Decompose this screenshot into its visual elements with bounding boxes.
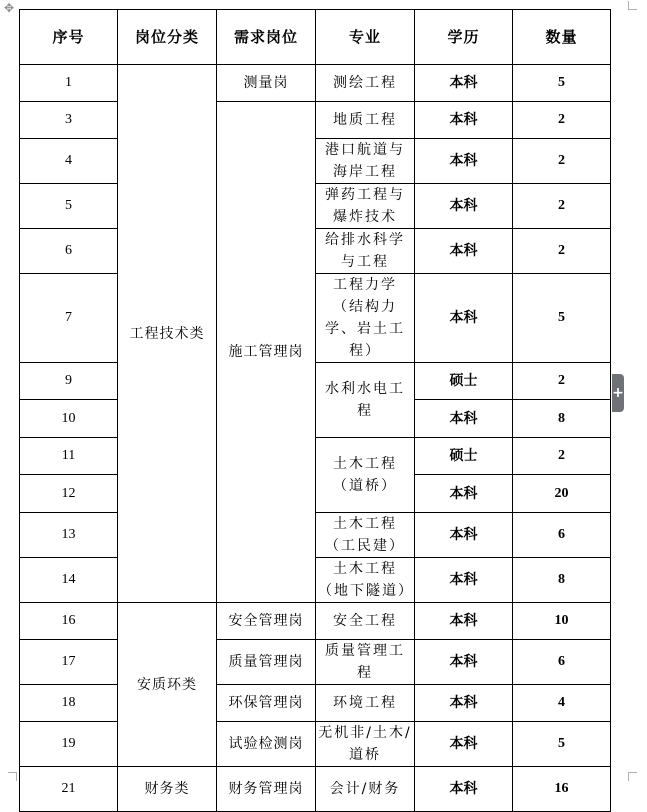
education-cell: 本科	[415, 640, 513, 685]
plus-icon: +	[612, 385, 624, 401]
count-cell: 2	[513, 363, 611, 400]
count-cell: 4	[513, 685, 611, 722]
position-cell: 施工管理岗	[217, 102, 316, 603]
row-no: 9	[20, 363, 118, 400]
table-row	[20, 65, 611, 102]
table-row	[20, 274, 611, 363]
major-cell: 质量管理工程	[316, 640, 415, 685]
row-no: 13	[20, 513, 118, 558]
major-cell: 港口航道与海岸工程	[316, 139, 415, 184]
count-cell: 6	[513, 640, 611, 685]
row-no: 1	[20, 65, 118, 102]
education-cell: 硕士	[415, 438, 513, 475]
page-corner-mark	[8, 772, 17, 781]
table-row	[20, 603, 611, 640]
education-cell: 本科	[415, 513, 513, 558]
major-cell: 无机非/土木/道桥	[316, 722, 415, 767]
major-cell: 环境工程	[316, 685, 415, 722]
row-no: 4	[20, 139, 118, 184]
category-cell: 工程技术类	[118, 65, 217, 603]
position-cell: 环保管理岗	[217, 685, 316, 722]
count-cell: 2	[513, 102, 611, 139]
education-cell: 硕士	[415, 363, 513, 400]
header-education: 学历	[415, 10, 513, 65]
major-cell: 工程力学（结构力学、岩土工程）	[316, 274, 415, 363]
count-cell: 5	[513, 65, 611, 102]
row-no: 3	[20, 102, 118, 139]
count-cell: 5	[513, 274, 611, 363]
row-no: 12	[20, 475, 118, 513]
row-no: 10	[20, 400, 118, 438]
table-row	[20, 139, 611, 184]
count-cell: 2	[513, 438, 611, 475]
count-cell: 2	[513, 229, 611, 274]
education-cell: 本科	[415, 139, 513, 184]
education-cell: 本科	[415, 184, 513, 229]
count-cell: 10	[513, 603, 611, 640]
major-cell: 土木工程（道桥）	[316, 438, 415, 513]
major-cell: 地质工程	[316, 102, 415, 139]
education-cell: 本科	[415, 767, 513, 812]
major-cell: 土木工程（地下隧道）	[316, 558, 415, 603]
position-cell: 安全管理岗	[217, 603, 316, 640]
position-cell: 财务管理岗	[217, 767, 316, 812]
major-cell: 会计/财务	[316, 767, 415, 812]
major-cell: 测绘工程	[316, 65, 415, 102]
education-cell: 本科	[415, 722, 513, 767]
count-cell: 20	[513, 475, 611, 513]
position-cell: 试验检测岗	[217, 722, 316, 767]
row-no: 7	[20, 274, 118, 363]
header-no: 序号	[20, 10, 118, 65]
header-category: 岗位分类	[118, 10, 217, 65]
education-cell: 本科	[415, 65, 513, 102]
table-row	[20, 102, 611, 139]
table-row	[20, 685, 611, 722]
education-cell: 本科	[415, 229, 513, 274]
major-cell: 弹药工程与爆炸技术	[316, 184, 415, 229]
count-cell: 2	[513, 184, 611, 229]
position-cell: 测量岗	[217, 65, 316, 102]
row-no: 16	[20, 603, 118, 640]
table-row	[20, 184, 611, 229]
table-row	[20, 640, 611, 685]
category-cell: 安质环类	[118, 603, 217, 767]
major-cell: 水利水电工程	[316, 363, 415, 438]
table-row	[20, 722, 611, 767]
table-row	[20, 229, 611, 274]
table-move-handle-icon[interactable]: ✥	[3, 1, 15, 15]
education-cell: 本科	[415, 603, 513, 640]
row-no: 18	[20, 685, 118, 722]
education-cell: 本科	[415, 475, 513, 513]
header-major: 专业	[316, 10, 415, 65]
major-cell: 给排水科学与工程	[316, 229, 415, 274]
header-count: 数量	[513, 10, 611, 65]
recruitment-table	[19, 9, 611, 812]
row-no: 17	[20, 640, 118, 685]
count-cell: 6	[513, 513, 611, 558]
row-no: 5	[20, 184, 118, 229]
row-no: 19	[20, 722, 118, 767]
education-cell: 本科	[415, 274, 513, 363]
expand-side-tab-button[interactable]	[612, 374, 624, 412]
header-position: 需求岗位	[217, 10, 316, 65]
table-row	[20, 363, 611, 400]
page-corner-mark	[628, 772, 637, 781]
page-corner-mark	[628, 1, 637, 10]
row-no: 14	[20, 558, 118, 603]
row-no: 11	[20, 438, 118, 475]
table-row	[20, 438, 611, 475]
table-header-row	[20, 10, 611, 65]
education-cell: 本科	[415, 102, 513, 139]
major-cell: 安全工程	[316, 603, 415, 640]
row-no: 21	[20, 767, 118, 812]
education-cell: 本科	[415, 685, 513, 722]
count-cell: 8	[513, 400, 611, 438]
table-row	[20, 513, 611, 558]
count-cell: 5	[513, 722, 611, 767]
count-cell: 2	[513, 139, 611, 184]
count-cell: 16	[513, 767, 611, 812]
position-cell: 质量管理岗	[217, 640, 316, 685]
category-cell: 财务类	[118, 767, 217, 812]
count-cell: 8	[513, 558, 611, 603]
table-row	[20, 767, 611, 812]
education-cell: 本科	[415, 400, 513, 438]
row-no: 6	[20, 229, 118, 274]
table-row	[20, 558, 611, 603]
major-cell: 土木工程（工民建）	[316, 513, 415, 558]
education-cell: 本科	[415, 558, 513, 603]
